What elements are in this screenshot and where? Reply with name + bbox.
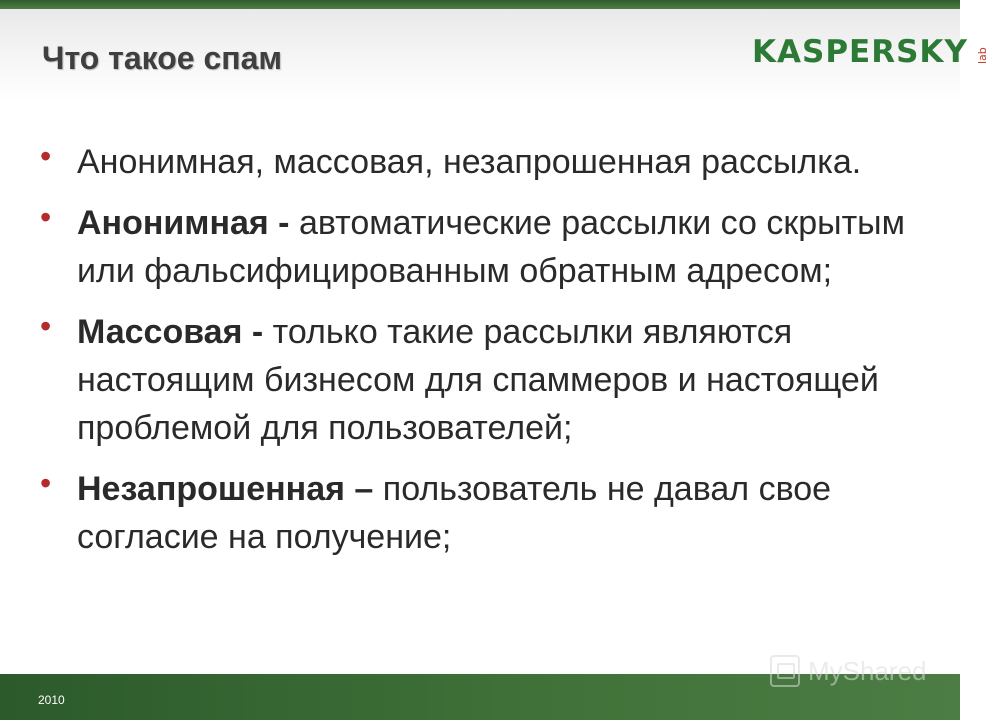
bullet-item-3 [40, 308, 920, 452]
bullet-dot-icon: • [40, 199, 52, 235]
bullet-text: автоматические рассылки со скрытым или фальсифицированным обратным адресом; [77, 204, 905, 290]
logo-sub-text: lab [975, 47, 989, 64]
bullet-text: только такие рассылки являются настоящим бизнесом для спаммеров и настоящей проблемой для пользователей; [77, 313, 879, 447]
slide-title: Что такое спам [42, 40, 283, 76]
kaspersky-logo [752, 34, 992, 74]
bullet-term: Анонимная - [77, 204, 299, 242]
logo-main-text: KASPERSKY [752, 34, 968, 70]
bullet-list [40, 138, 920, 574]
top-green-strip [0, 0, 960, 9]
bullet-item-4 [40, 465, 920, 561]
myshared-watermark [770, 655, 927, 687]
watermark-text: MyShared [808, 655, 927, 686]
bullet-term: Массовая - [77, 313, 273, 351]
bullet-text: Анонимная, массовая, незапрошенная рассылка. [77, 143, 862, 181]
bullet-dot-icon: • [40, 308, 52, 344]
bullet-dot-icon: • [40, 138, 52, 174]
presentation-icon [770, 655, 800, 687]
bullet-term: Незапрошенная – [77, 470, 383, 508]
bullet-item-2 [40, 199, 920, 295]
bullet-text: пользователь не давал свое согласие на получение; [77, 470, 832, 556]
bullet-dot-icon: • [40, 465, 52, 501]
footer-year: 2010 [38, 693, 65, 707]
bullet-item-1 [40, 138, 920, 186]
